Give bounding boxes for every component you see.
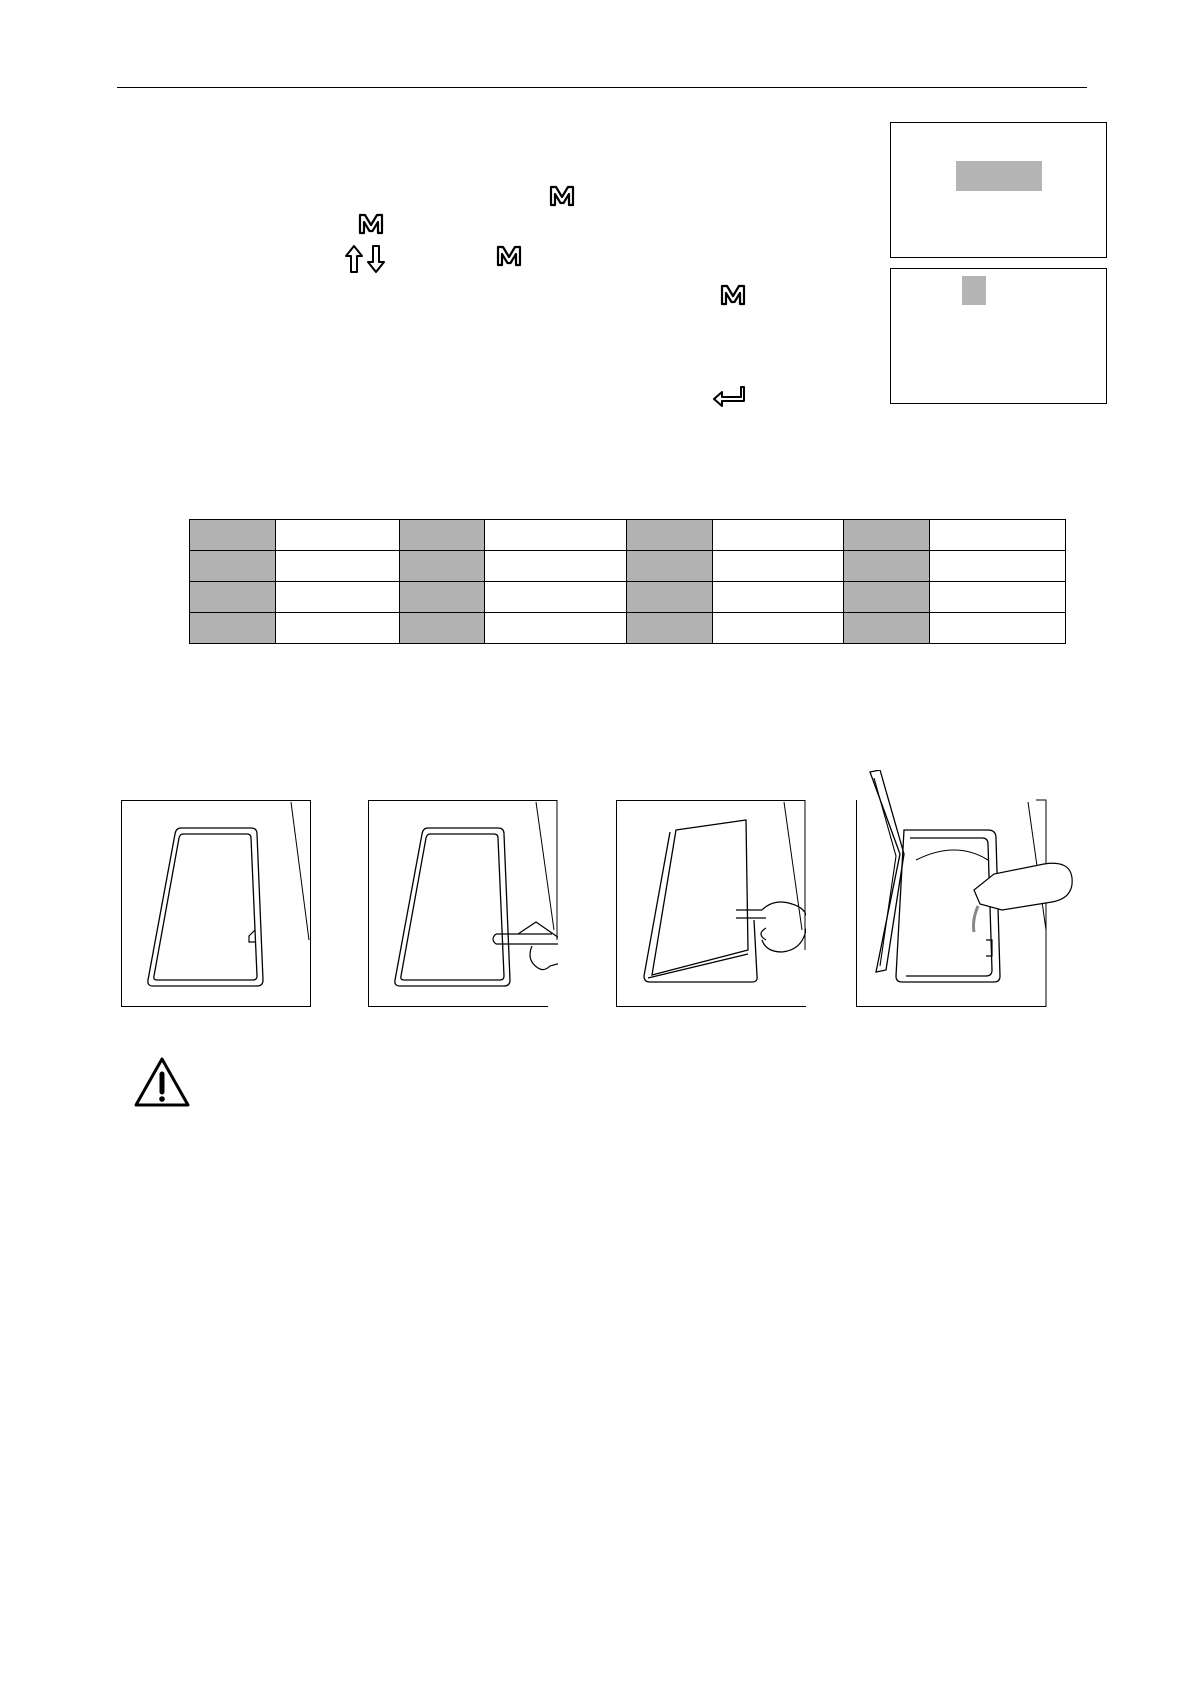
menu-key-icon [495,244,523,268]
table-cell-value [713,520,844,551]
table-cell-value [485,582,627,613]
table-cell-label [400,582,485,613]
table-cell-value [485,520,627,551]
table-cell-value [713,613,844,644]
table-cell-label [627,582,713,613]
menu-key-icon [357,212,385,236]
table-cell-label [844,582,930,613]
enter-key-icon [711,385,745,407]
figure-fingers-lift-lid [616,800,806,1007]
table-cell-value [713,551,844,582]
menu-key-icon [548,184,576,208]
display-screen-2 [890,268,1107,404]
table-cell-value [713,582,844,613]
down-arrow-key-icon [366,244,386,274]
header-rule [117,87,1087,88]
table-cell-value [276,520,400,551]
table-cell-label [190,551,276,582]
table-cell-label [400,551,485,582]
table-cell-value [485,551,627,582]
table-cell-value [276,582,400,613]
table-cell-label [190,582,276,613]
table-cell-value [930,613,1066,644]
table-cell-label [844,551,930,582]
table-cell-label [844,613,930,644]
table-cell-label [400,520,485,551]
table-cell-label [627,520,713,551]
menu-key-icon [719,283,747,307]
table-cell-value [930,520,1066,551]
table-cell-label [844,520,930,551]
up-arrow-key-icon [344,244,364,274]
table-cell-value [276,551,400,582]
table-row [190,613,1066,644]
table-row [190,551,1066,582]
table-cell-label [627,613,713,644]
table-cell-value [485,613,627,644]
table-cell-value [930,551,1066,582]
table-row [190,582,1066,613]
display-cursor-highlight [962,276,986,305]
figure-finger-presses-lid-tab [368,800,558,1007]
table-row [190,520,1066,551]
warning-triangle-icon [133,1056,191,1108]
display-highlight [956,161,1042,191]
figure-pour-water-into-reservoir [856,770,1078,1007]
table-cell-label [627,551,713,582]
figure-reservoir-lid-closed [121,800,311,1007]
settings-table [189,519,1066,644]
table-cell-value [276,613,400,644]
display-screen-1 [890,122,1107,258]
table-cell-value [930,582,1066,613]
table-cell-label [190,613,276,644]
table-cell-label [190,520,276,551]
table-cell-label [400,613,485,644]
